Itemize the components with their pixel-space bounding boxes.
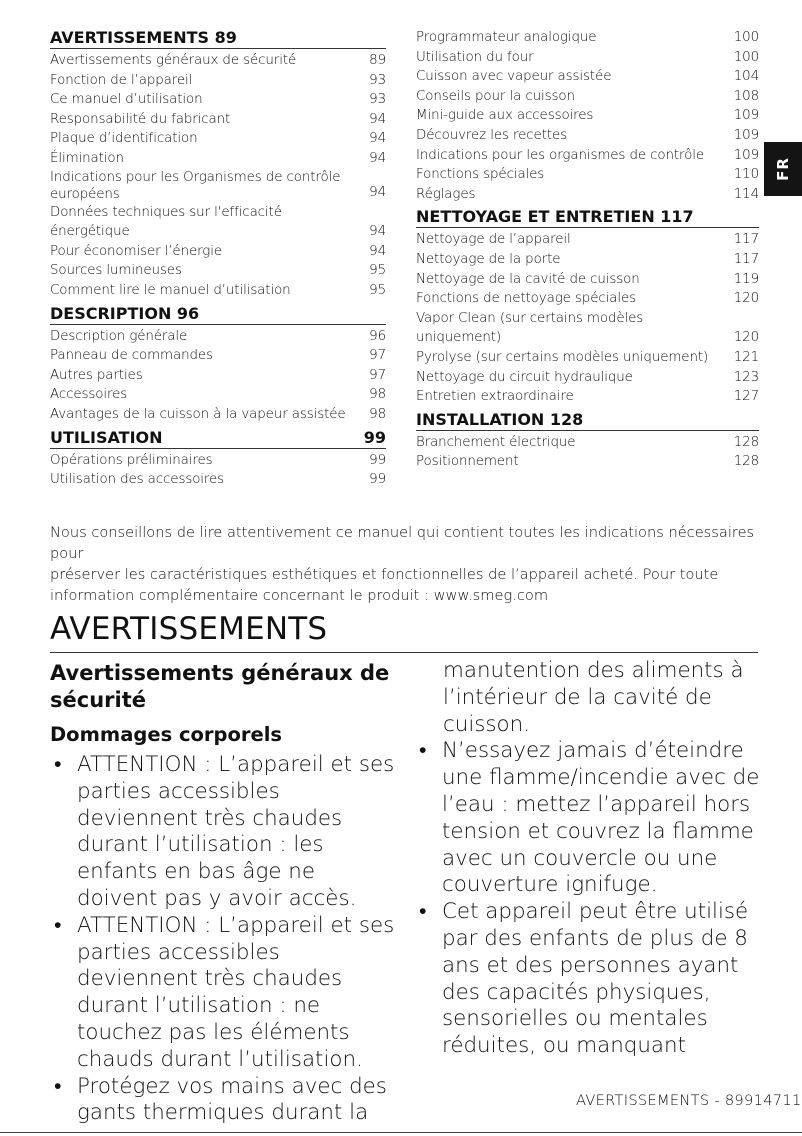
toc-entry xyxy=(416,250,759,270)
toc-entry-page: 120 xyxy=(733,291,759,307)
toc-entry-title: Fonctions spéciales xyxy=(416,167,545,183)
toc-entry-title: Programmateur analogique xyxy=(416,30,597,45)
toc-entry-title: Fonctions de nettoyage spéciales xyxy=(416,291,636,307)
toc-entry xyxy=(416,126,759,146)
toc-entry-page: 94 xyxy=(369,150,386,166)
toc-entry-page: 95 xyxy=(369,282,386,298)
toc-entry-page: 98 xyxy=(369,406,386,422)
toc-entry-title: Avertissements généraux de sécurité xyxy=(50,53,297,68)
toc-entry-title: Réglages xyxy=(416,186,476,202)
subheading-general-safety: Avertissements généraux de sécurité xyxy=(50,661,390,712)
toc-entry-title: Autres parties xyxy=(50,367,143,383)
subheading-injury: Dommages corporels xyxy=(50,723,283,746)
toc-entry xyxy=(416,28,759,48)
body-right-column xyxy=(415,658,760,1060)
toc-entry-title: Sources lumineuses xyxy=(50,263,182,279)
toc-entry xyxy=(416,368,759,388)
language-tab xyxy=(764,142,802,196)
intro-line-2: préserver les caractéristiques esthétiques et fonctionnelles de l’appareil acheté. Pour toute xyxy=(50,566,719,583)
toc-right-column xyxy=(416,28,759,472)
warning-item: • ATTENTION : L’appareil et ses parties accessibles deviennent très chaudes durant l’utilisation : ne touchez pas les éléments chauds durant l’utilisation. xyxy=(50,913,395,1074)
body-left-column xyxy=(50,658,395,1127)
toc-entry-title: Nettoyage de la porte xyxy=(416,251,561,267)
toc-entry-page: 128 xyxy=(733,434,759,450)
toc-entry xyxy=(50,281,386,301)
toc-entry xyxy=(50,346,386,366)
toc-entry xyxy=(416,452,759,472)
toc-section-title: INSTALLATION 128 xyxy=(416,409,584,429)
toc-entry xyxy=(50,203,386,242)
toc-entry-title: Conseils pour la cuisson xyxy=(416,88,575,104)
intro-line-1: Nous conseillons de lire attentivement ce manuel qui contient toutes les indications nécessaires pour xyxy=(50,524,755,562)
toc-entry-title: Positionnement xyxy=(416,454,519,470)
toc-entry-title: Plaque d’identification xyxy=(50,131,198,147)
toc-entry xyxy=(416,309,759,348)
toc-entry-title: Pyrolyse (sur certains modèles uniquement) xyxy=(416,349,709,365)
toc-entry-title: Mini-guide aux accessoires xyxy=(416,108,594,124)
toc-entry xyxy=(50,261,386,281)
toc-entry-page: 93 xyxy=(369,72,386,88)
toc-entry-page: 109 xyxy=(733,147,759,163)
language-tab-label: FR xyxy=(773,157,792,181)
toc-entry xyxy=(50,451,386,471)
toc-entry xyxy=(50,242,386,262)
warning-list-left xyxy=(50,752,395,1127)
toc-entry-page: 94 xyxy=(369,243,386,259)
toc-entry-page: 109 xyxy=(733,127,759,143)
toc-entry xyxy=(50,169,386,203)
toc-entry xyxy=(416,87,759,107)
toc-entry-title: Responsabilité du fabricant xyxy=(50,111,231,127)
toc-entry-page: 94 xyxy=(369,131,386,147)
intro-paragraph xyxy=(50,522,760,606)
warning-item: • ATTENTION : L’appareil et ses parties accessibles deviennent très chaudes durant l’utilisation : les enfants en bas âge ne doivent pas y avoir accès. xyxy=(50,752,395,913)
footer-rule xyxy=(0,1132,802,1133)
toc-entry-page: 93 xyxy=(369,92,386,108)
toc-section-heading xyxy=(416,207,759,228)
toc-entry-title: Découvrez les recettes xyxy=(416,127,568,143)
toc-entry-page: 123 xyxy=(733,369,759,385)
toc-entry-title: Branchement électrique xyxy=(416,434,576,450)
toc-entry-page: 99 xyxy=(369,452,386,468)
warning-item: • Protégez vos mains avec des gants thermiques durant la xyxy=(50,1074,395,1128)
toc-entry-title: Indications pour les Organismes de contrôle européens xyxy=(50,169,341,202)
toc-entry-title: Description générale xyxy=(50,328,188,344)
toc-entry-title: Pour économiser l’énergie xyxy=(50,243,222,259)
page-footer: AVERTISSEMENTS - 89914711 xyxy=(576,1092,802,1109)
toc-entry-title: Vapor Clean (sur certains modèles uniquement) xyxy=(416,310,644,346)
toc-section-heading xyxy=(416,410,759,431)
toc-entry-title: Opérations préliminaires xyxy=(50,452,213,468)
warning-list-right xyxy=(415,738,760,1060)
toc-entry-page: 94 xyxy=(369,184,386,200)
toc-entry-page: 109 xyxy=(733,108,759,124)
toc-entry-title: Nettoyage du circuit hydraulique xyxy=(416,369,633,385)
toc-entry-page: 99 xyxy=(369,472,386,488)
toc-entry-page: 127 xyxy=(733,389,759,405)
toc-entry-title: Élimination xyxy=(50,150,124,166)
toc-entry-page: 89 xyxy=(369,53,386,68)
toc-entry-page: 94 xyxy=(369,111,386,127)
warning-item: • N’essayez jamais d’éteindre une flamme/incendie avec de l’eau : mettez l’appareil hors tension et couvrez la flamme avec un couvercle ou une couverture ignifuge. xyxy=(415,738,760,899)
toc-entry xyxy=(416,270,759,290)
toc-entry xyxy=(50,385,386,405)
toc-entry-title: Fonction de l’appareil xyxy=(50,72,193,88)
toc-entry-page: 97 xyxy=(369,348,386,364)
toc-entry xyxy=(50,366,386,386)
toc-entry xyxy=(50,327,386,347)
toc-entry-page: 120 xyxy=(733,330,759,346)
toc-entry xyxy=(50,71,386,91)
warning-item: • Cet appareil peut être utilisé par des enfants de plus de 8 ans et des personnes ayant des capacités physiques, sensorielles ou mentales réduites, ou manquant xyxy=(415,899,760,1060)
toc-entry xyxy=(50,129,386,149)
toc-entry-title: Indications pour les organismes de contrôle xyxy=(416,147,704,163)
toc-entry-page: 95 xyxy=(369,263,386,279)
toc-entry-title: Ce manuel d’utilisation xyxy=(50,92,203,108)
toc-entry-page: 98 xyxy=(369,387,386,403)
toc-entry-page: 121 xyxy=(733,349,759,365)
toc-entry-title: Accessoires xyxy=(50,387,128,403)
toc-section-title: UTILISATION xyxy=(50,427,163,447)
toc-entry xyxy=(50,110,386,130)
toc-section-heading xyxy=(50,28,386,49)
toc-entry xyxy=(416,289,759,309)
toc-entry-page: 104 xyxy=(733,69,759,85)
toc-entry xyxy=(50,51,386,71)
toc-section-title: NETTOYAGE ET ENTRETIEN 117 xyxy=(416,207,694,227)
toc-entry xyxy=(50,470,386,490)
toc-entry xyxy=(416,106,759,126)
toc-entry-title: Panneau de commandes xyxy=(50,348,213,364)
toc-entry-page: 117 xyxy=(733,232,759,248)
toc-entry xyxy=(416,185,759,205)
toc-entry xyxy=(416,67,759,87)
toc-entry xyxy=(416,348,759,368)
toc-entry-page: 94 xyxy=(369,224,386,240)
toc-entry xyxy=(416,230,759,250)
toc-entry xyxy=(416,387,759,407)
toc-left-column xyxy=(50,28,386,490)
toc-entry-title: Nettoyage de la cavité de cuisson xyxy=(416,271,640,287)
toc-section-title: AVERTISSEMENTS 89 xyxy=(50,28,237,47)
toc-entry xyxy=(416,48,759,68)
toc-entry-title: Avantages de la cuisson à la vapeur assistée xyxy=(50,406,346,422)
toc-section-title: DESCRIPTION 96 xyxy=(50,303,200,323)
warning-continuation: manutention des aliments à l’intérieur de la cavité de cuisson. xyxy=(443,658,744,737)
toc-entry xyxy=(416,146,759,166)
toc-entry-title: Utilisation du four xyxy=(416,49,534,65)
toc-entry-title: Comment lire le manuel d’utilisation xyxy=(50,282,291,298)
toc-section-page: 99 xyxy=(363,427,386,447)
intro-line-3: information complémentaire concernant le produit : www.smeg.com xyxy=(50,587,549,604)
toc-entry-page: 96 xyxy=(369,328,386,344)
toc-entry-title: Cuisson avec vapeur assistée xyxy=(416,69,612,85)
toc-entry xyxy=(416,165,759,185)
toc-entry xyxy=(50,405,386,425)
toc-entry xyxy=(416,433,759,453)
toc-entry xyxy=(50,90,386,110)
toc-entry-title: Données techniques sur l'efficacité énergétique xyxy=(50,204,282,240)
toc-entry-title: Nettoyage de l’appareil xyxy=(416,232,571,248)
toc-entry-page: 128 xyxy=(733,454,759,470)
toc-entry-title: Utilisation des accessoires xyxy=(50,472,225,488)
toc-section-heading xyxy=(50,304,386,325)
toc-entry-page: 100 xyxy=(733,49,759,65)
toc-entry-page: 114 xyxy=(733,186,759,202)
toc-entry-page: 97 xyxy=(369,367,386,383)
toc-entry-page: 108 xyxy=(733,88,759,104)
toc-entry xyxy=(50,149,386,169)
toc-entry-page: 110 xyxy=(733,167,759,183)
toc-entry-title: Entretien extraordinaire xyxy=(416,389,574,405)
toc-entry-page: 117 xyxy=(733,251,759,267)
toc-entry-page: 100 xyxy=(733,30,759,45)
toc-entry-page: 119 xyxy=(733,271,759,287)
section-title: AVERTISSEMENTS xyxy=(50,606,758,653)
toc-section-heading xyxy=(50,428,386,449)
